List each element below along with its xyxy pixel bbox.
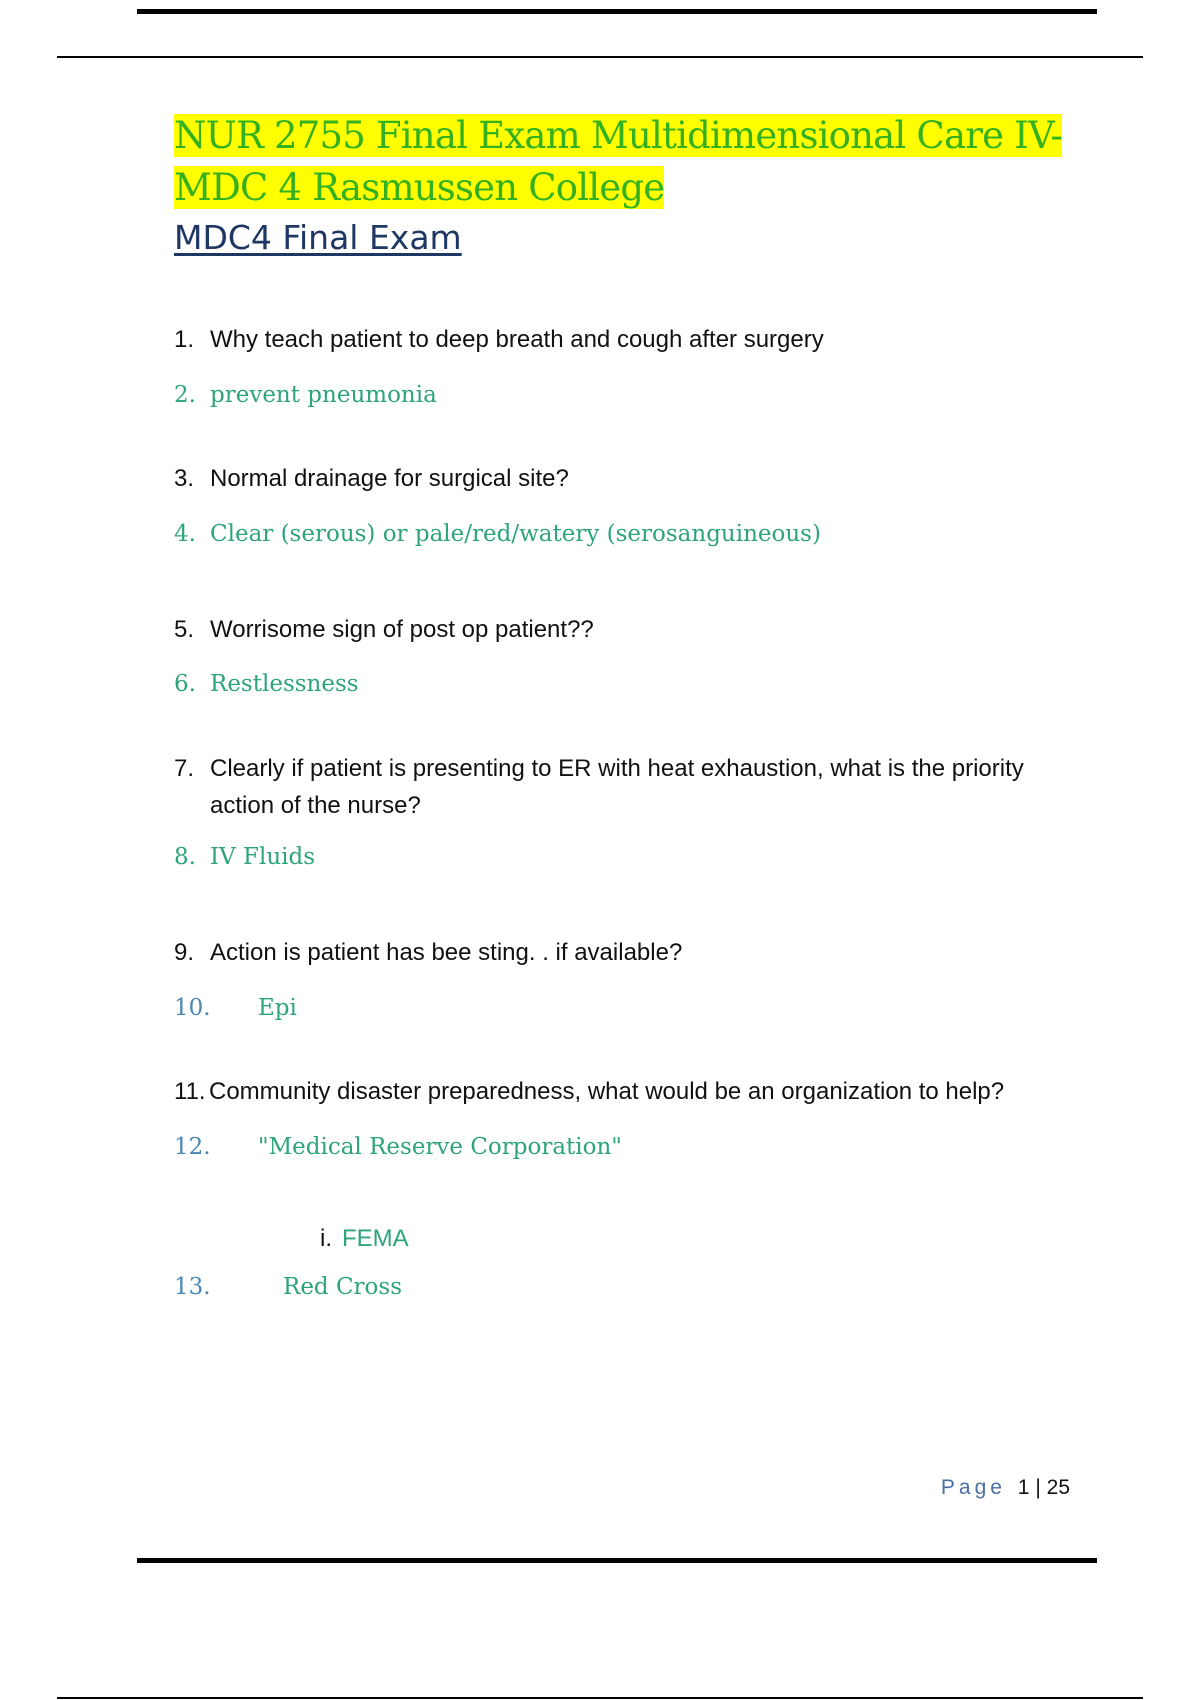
item-number: 6. — [174, 671, 196, 697]
footer-rule-thin — [57, 1697, 1143, 1699]
current-page: 1 — [1017, 1476, 1030, 1499]
question-7 — [174, 750, 1094, 824]
header-rule-thin — [57, 56, 1143, 58]
total-pages: 25 — [1046, 1476, 1070, 1499]
question-3 — [174, 460, 1094, 497]
question-1 — [174, 321, 1094, 358]
question-text: Community disaster preparedness, what would be an organization to help? — [209, 1078, 1005, 1105]
page-number-footer — [941, 1476, 1070, 1500]
sub-list-item — [320, 1221, 409, 1257]
answer-12 — [174, 1129, 1094, 1165]
question-9 — [174, 934, 1094, 971]
answer-text: Clear (serous) or pale/red/watery (serosanguineous) — [210, 521, 821, 547]
answer-text: Restlessness — [210, 671, 359, 697]
question-text: Action is patient has bee sting. . if available? — [210, 939, 683, 966]
item-number: 2. — [174, 382, 196, 408]
item-number: 11. — [174, 1078, 206, 1105]
answer-6 — [174, 666, 1094, 702]
answer-10 — [174, 990, 1094, 1026]
sub-item-number: i. — [320, 1225, 332, 1252]
answer-text: IV Fluids — [210, 844, 316, 870]
footer-rule-thick — [137, 1558, 1097, 1563]
answer-4 — [174, 516, 1094, 552]
page-separator: | — [1035, 1476, 1041, 1499]
item-number: 4. — [174, 521, 196, 547]
answer-8 — [174, 839, 1094, 875]
item-number: 13. — [174, 1274, 211, 1300]
item-number: 10. — [174, 995, 211, 1021]
header-rule-thick — [137, 9, 1097, 14]
answer-text: "Medical Reserve Corporation" — [258, 1134, 622, 1160]
page-label: Page — [940, 1476, 1006, 1499]
item-number: 9. — [174, 939, 195, 966]
question-text: Normal drainage for surgical site? — [210, 465, 569, 492]
item-number: 1. — [174, 326, 195, 353]
question-5 — [174, 611, 1094, 648]
answer-text: prevent pneumonia — [210, 382, 437, 408]
answer-text: Red Cross — [283, 1274, 403, 1300]
item-number: 3. — [174, 465, 195, 492]
question-text: Clearly if patient is presenting to ER with heat exhaustion, what is the priority action of the nurse? — [210, 755, 1024, 819]
question-text: Why teach patient to deep breath and cough after surgery — [210, 326, 824, 353]
item-number: 7. — [174, 755, 195, 782]
answer-text: Epi — [258, 995, 297, 1021]
sub-item-text: FEMA — [342, 1225, 409, 1252]
question-11 — [174, 1073, 1094, 1110]
document-title-highlight: NUR 2755 Final Exam Multidimensional Care IV-MDC 4 Rasmussen College — [174, 114, 1063, 209]
item-number: 8. — [174, 844, 196, 870]
document-subtitle: MDC4 Final Exam — [174, 218, 462, 257]
answer-13 — [174, 1269, 1094, 1305]
item-number: 12. — [174, 1134, 211, 1160]
question-text: Worrisome sign of post op patient?? — [210, 616, 594, 643]
item-number: 5. — [174, 616, 195, 643]
answer-2 — [174, 377, 1094, 413]
document-title — [174, 110, 1094, 214]
